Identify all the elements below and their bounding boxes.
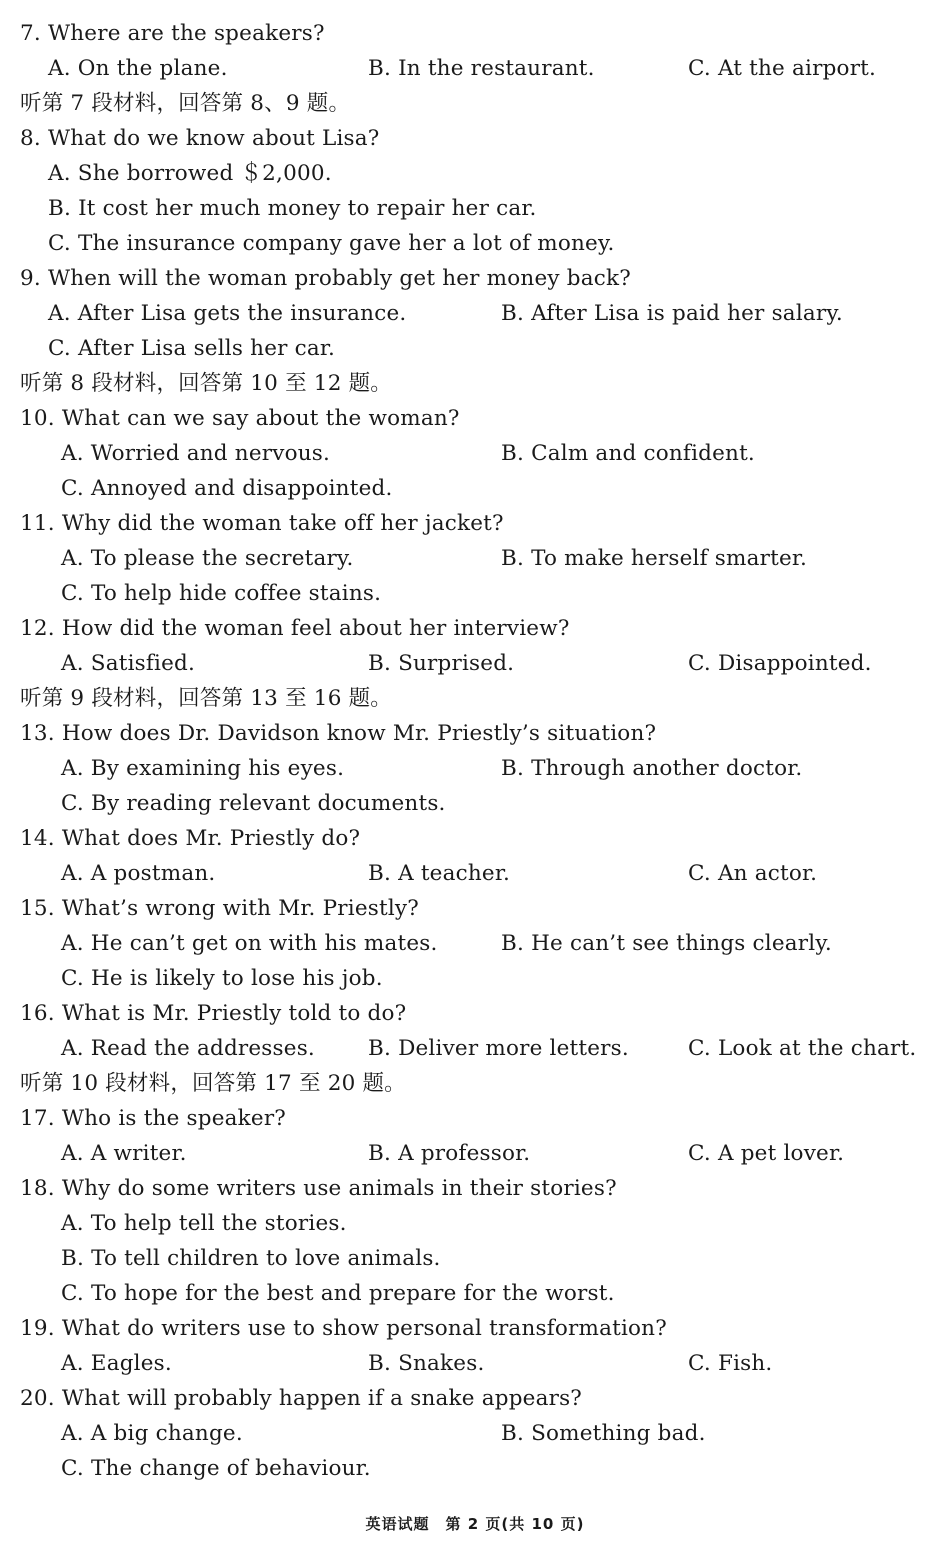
option-b: B. Calm and confident.: [501, 441, 755, 466]
option-b: B. To make herself smarter.: [501, 546, 808, 571]
option-a: A. A big change.: [61, 1421, 243, 1446]
option-a: A. A writer.: [61, 1141, 187, 1166]
page-footer: 英语试题 第 2 页(共 10 页): [365, 1515, 585, 1533]
option-b: B. Deliver more letters.: [368, 1036, 629, 1061]
option-c: C. At the airport.: [688, 56, 877, 81]
option-b: B. A teacher.: [368, 861, 510, 886]
option-c: C. Fish.: [688, 1351, 773, 1376]
option-a: A. Satisfied.: [61, 651, 196, 676]
option-b: B. Surprised.: [368, 651, 515, 676]
option-a: A. To please the secretary.: [61, 546, 354, 571]
option-c: C. Look at the chart.: [688, 1036, 917, 1061]
option-b: B. He can’t see things clearly.: [501, 931, 832, 956]
option-c: C. A pet lover.: [688, 1141, 845, 1166]
option-b: B. In the restaurant.: [368, 56, 595, 81]
option-a: A. On the plane.: [48, 56, 228, 81]
option-a: A. Read the addresses.: [61, 1036, 315, 1061]
option-a: A. By examining his eyes.: [61, 756, 345, 781]
option-c: C. Disappointed.: [688, 651, 872, 676]
option-a: A. After Lisa gets the insurance.: [48, 301, 407, 326]
option-b: B. Something bad.: [501, 1421, 706, 1446]
option-c: C. An actor.: [688, 861, 818, 886]
option-a: A. He can’t get on with his mates.: [61, 931, 438, 956]
option-b: B. A professor.: [368, 1141, 531, 1166]
option-b: B. Through another doctor.: [501, 756, 803, 781]
option-b: B. After Lisa is paid her salary.: [501, 301, 843, 326]
option-a: A. Worried and nervous.: [61, 441, 331, 466]
option-a: A. A postman.: [61, 861, 216, 886]
option-a: A. Eagles.: [61, 1351, 172, 1376]
option-b: B. Snakes.: [368, 1351, 485, 1376]
